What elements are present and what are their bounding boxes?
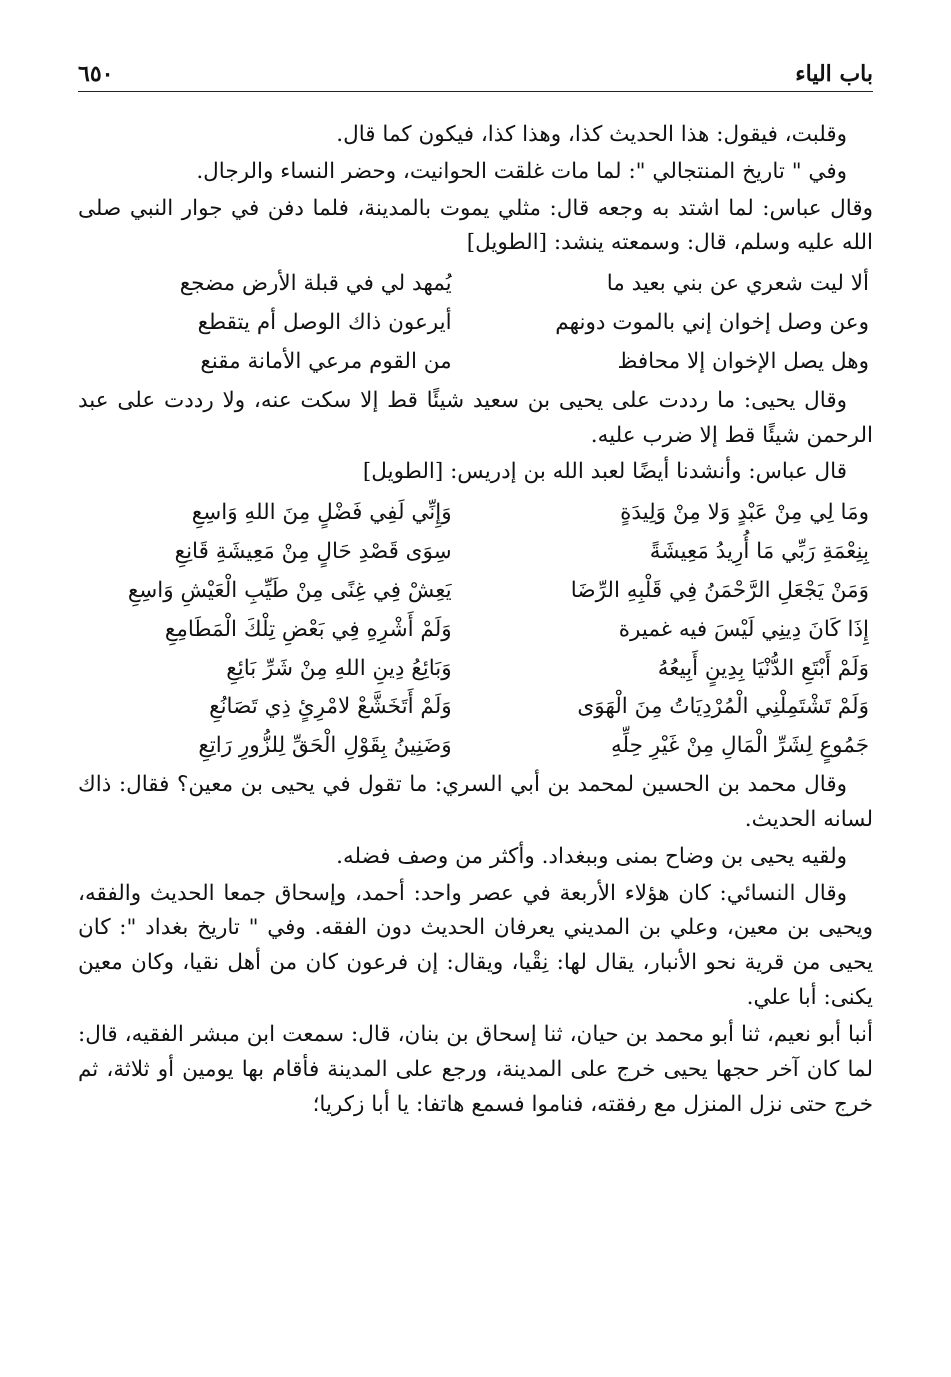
verse: [78, 345, 873, 380]
poem-1: [78, 267, 873, 379]
verse: [78, 690, 873, 725]
verse: [78, 613, 873, 648]
verse-first-hemistich: ومَا لِي مِنْ عَبْدٍ وَلا مِنْ وَلِيدَةٍ: [620, 500, 869, 526]
paragraph: ولقيه يحيى بن وضاح بمنى وببغداد. وأكثر من وصف فضله.: [336, 843, 847, 869]
verse-first-hemistich: ألا ليت شعري عن بني بعيد ما: [606, 271, 869, 297]
paragraph: أنبا أبو نعيم، ثنا أبو محمد بن حيان، ثنا إسحاق بن بنان، قال: سمعت ابن مبشر الفقيه، قال: لما كان آخر حجها يحيى خرج على المدينة، ورجع على المدينة فأقام بها يومين أو ثلاثة، ثم خرج حتى نزل المنزل مع رفقته، فناموا فسمع هاتفا: يا أبا زكريا؛: [78, 1021, 873, 1117]
page-number: ٦٥٠: [78, 61, 114, 87]
paragraph: وقال محمد بن الحسين لمحمد بن أبي السري: ما تقول في يحيى بن معين؟ فقال: ذاك لسانه الحديث.: [78, 772, 873, 832]
verse-second-hemistich: وَضَنِينُ بِقَوْلِ الْحَقِّ لِلزُّورِ رَاتِعِ: [198, 733, 452, 759]
poem-2: [78, 496, 873, 764]
verse-second-hemistich: من القوم مرعي الأمانة مقنع: [200, 348, 452, 374]
paragraph: وقال عباس: لما اشتد به وجعه قال: مثلي يموت بالمدينة، فلما دفن في جوار النبي صلى الله عليه وسلم، قال: وسمعته ينشد: [الطويل]: [78, 195, 873, 256]
verse-second-hemistich: يُمهد لي في قبلة الأرض مضجع: [179, 271, 452, 297]
chapter-title: باب الياء: [795, 61, 873, 87]
verse-first-hemistich: وَلَمْ تَشْتَمِلْنِي الْمُرْدِيَاتُ مِنَ الْهَوَى: [577, 694, 869, 720]
page-header: [78, 58, 873, 92]
verse-first-hemistich: بِنِعْمَةِ رَبِّي مَا أُرِيدُ مَعِيشَةً: [649, 539, 869, 565]
verse: [78, 535, 873, 570]
verse: [78, 652, 873, 687]
paragraph: قال عباس: وأنشدنا أيضًا لعبد الله بن إدريس: [الطويل]: [362, 459, 847, 485]
page-body: [78, 118, 873, 1337]
verse: [78, 729, 873, 764]
verse-first-hemistich: وهل يصل الإخوان إلا محافظ: [617, 348, 869, 374]
verse-first-hemistich: وعن وصل إخوان إني بالموت دونهم: [555, 310, 869, 336]
verse-second-hemistich: يَعِشْ فِي غِنًى مِنْ طَيِّبِ الْعَيْشِ وَاسِعِ: [127, 577, 452, 603]
paragraph: وفي " تاريخ المنتجالي ": لما مات غلقت الحوانيت، وحضر النساء والرجال.: [196, 158, 847, 184]
verse-second-hemistich: سِوَى قَصْدِ حَالٍ مِنْ مَعِيشَةِ قَانِعِ: [174, 539, 452, 565]
verse-first-hemistich: جَمُوعٍ لِشَرِّ الْمَالِ مِنْ غَيْرِ حِلِّهِ: [611, 733, 869, 759]
paragraph: وقال النسائي: كان هؤلاء الأربعة في عصر واحد: أحمد، وإسحاق جمعا الحديث والفقه، ويحيى بن معين، وعلي بن المديني يعرفان الحديث دون الفقه. وفي " تاريخ بغداد ": كان يحيى من قرية نحو الأنبار، يقال لها: نِقْيا، ويقال: إن فرعون كان من أهل نقيا، وكان معين يكنى: أبا علي.: [78, 880, 873, 1011]
verse-second-hemistich: وَإِنِّي لَفِي فَضْلٍ مِنَ اللهِ وَاسِعِ: [191, 500, 452, 526]
paragraph: وقال يحيى: ما رددت على يحيى بن سعيد شيئًا قط إلا سكت عنه، ولا رددت على عبد الرحمن شيئًا قط إلا ضرب عليه.: [78, 387, 873, 448]
verse-second-hemistich: أيرعون ذاك الوصل أم يتقطع: [197, 310, 452, 336]
verse: [78, 306, 873, 341]
verse-second-hemistich: وَلَمْ أَتَخَشَّعْ لامْرِئٍ ذِي تَصَانُعِ: [209, 694, 452, 720]
verse-first-hemistich: إِذَا كَانَ دِينِي لَيْسَ فيه غميرة: [618, 616, 869, 642]
verse: [78, 267, 873, 302]
verse-second-hemistich: وَلَمْ أَشْرِهِ فِي بَعْضِ تِلْكَ الْمَطَامِعِ: [164, 616, 452, 642]
verse: [78, 496, 873, 531]
verse-first-hemistich: وَلَمْ أَبْتَعِ الدُّنْيَا بِدِينٍ أَبِيعُهُ: [657, 655, 869, 681]
paragraph: وقلبت، فيقول: هذا الحديث كذا، وهذا كذا، فيكون كما قال.: [336, 122, 847, 147]
verse-second-hemistich: وَبَائِعُ دِينِ اللهِ مِنْ شَرِّ بَائِعِ: [226, 655, 452, 681]
verse-first-hemistich: وَمَنْ يَجْعَلِ الرَّحْمَنُ فِي قَلْبِهِ الرِّضَا: [570, 577, 869, 603]
verse: [78, 574, 873, 609]
